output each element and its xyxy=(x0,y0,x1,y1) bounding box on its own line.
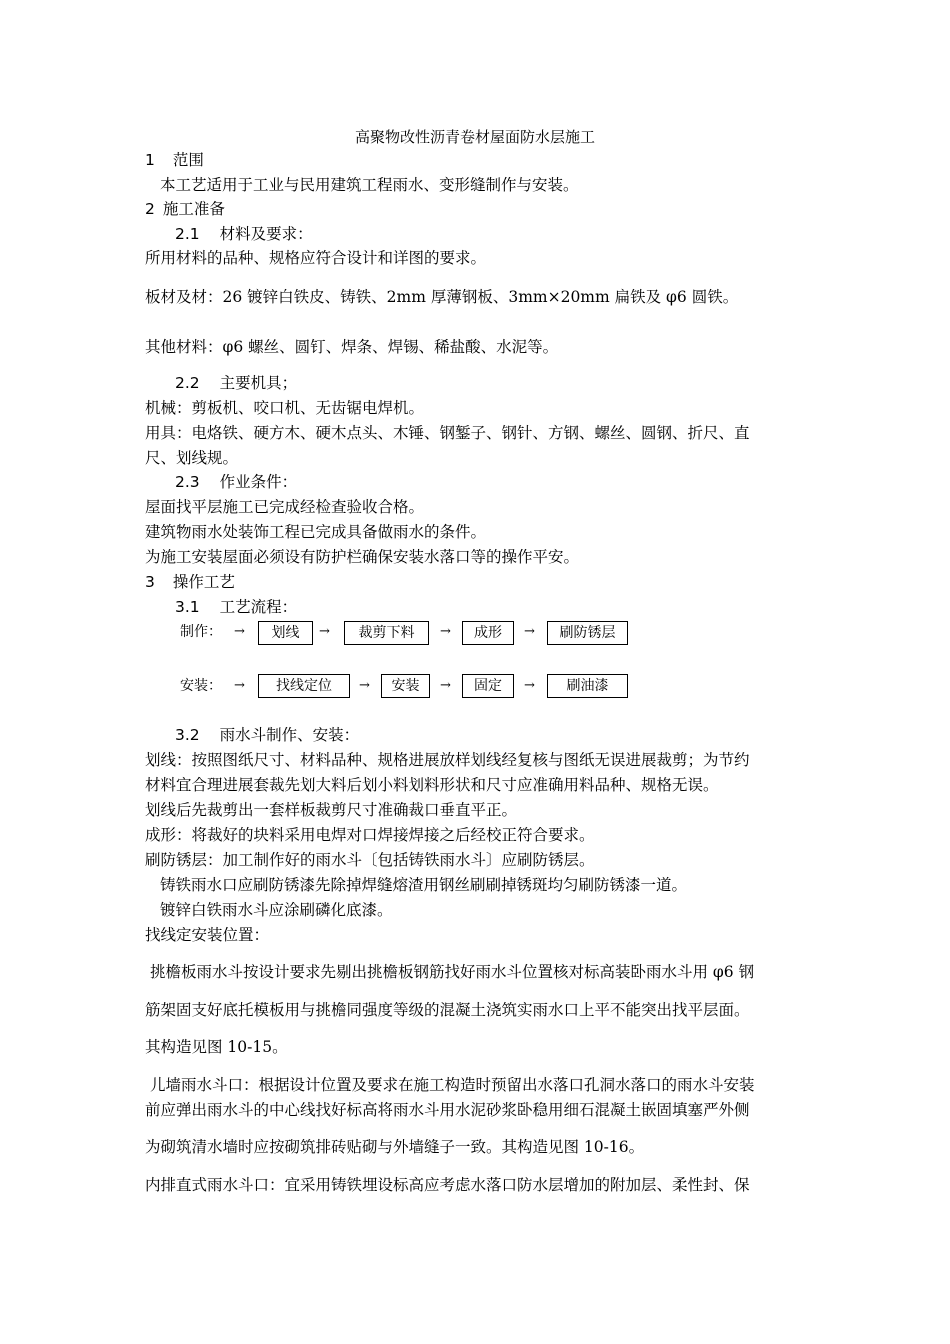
subsection-number: 3.1 xyxy=(175,598,200,616)
flow-make-label: 制作： xyxy=(180,624,222,640)
marking-line-2: 材料宜合理进展套裁先划大料后划小料划料形状和尺寸应准确用料品种、规格无误。 xyxy=(145,776,719,794)
flow-step-fix: 固定 xyxy=(462,674,514,698)
locate-position: 找线定安装位置： xyxy=(145,926,270,944)
other-materials: 其他材料：φ6 螺丝、圆钉、焊条、焊锡、稀盐酸、水泥等。 xyxy=(145,338,559,356)
flow-install-label: 安装： xyxy=(180,678,222,694)
subsection-3-1-heading xyxy=(175,597,297,617)
section-number: 3 xyxy=(145,573,155,591)
antirust-layer: 刷防锈层：加工制作好的雨水斗〔包括铸铁雨水斗〕应刷防锈层。 xyxy=(145,851,595,869)
arrow-icon: → xyxy=(234,624,245,639)
eave-line-1: 挑檐板雨水斗按设计要求先剔出挑檐板钢筋找好雨水斗位置核对标高装卧雨水斗用 φ6 钢 xyxy=(150,963,755,981)
flow-step-form: 成形 xyxy=(462,621,514,645)
arrow-icon: → xyxy=(319,624,330,639)
subsection-number: 3.2 xyxy=(175,726,200,744)
eave-line-3: 其构造见图 10-15。 xyxy=(145,1038,288,1056)
inner-drain-line-1: 内排直式雨水斗口：宜采用铸铁埋设标高应考虑水落口防水层增加的附加层、柔性封、保 xyxy=(145,1176,750,1194)
flow-step-install: 安装 xyxy=(381,674,430,698)
tools-line-2: 尺、划线规。 xyxy=(145,449,239,467)
subsection-title: 工艺流程： xyxy=(219,598,298,616)
antirust-cast-iron: 铸铁雨水口应刷防锈漆先除掉焊缝熔渣用钢丝刷刷掉锈斑均匀刷防锈漆一道。 xyxy=(160,876,688,894)
section-3-heading xyxy=(145,572,235,592)
subsection-2-3-heading xyxy=(175,472,297,492)
marking-line-1: 划线：按照图纸尺寸、材料品种、规格进展放样划线经复核与图纸无误进展裁剪；为节约 xyxy=(145,751,750,769)
machinery: 机械：剪板机、咬口机、无齿锯电焊机。 xyxy=(145,399,425,417)
antirust-galvanized: 镀锌白铁雨水斗应涂刷磷化底漆。 xyxy=(160,901,393,919)
section-1-heading xyxy=(145,150,204,170)
forming: 成形：将裁好的块料采用电焊对口焊接焊接之后经校正符合要求。 xyxy=(145,826,595,844)
section-2-heading xyxy=(145,199,225,219)
arrow-icon: → xyxy=(234,678,245,693)
section-title: 操作工艺 xyxy=(172,573,235,591)
subsection-title: 主要机具； xyxy=(219,374,298,392)
flow-step-mark: 划线 xyxy=(258,621,313,645)
plate-materials: 板材及材：26 镀锌白铁皮、铸铁、2mm 厚薄钢板、3mm×20mm 扁铁及 φ6 圆铁。 xyxy=(145,288,739,306)
subsection-3-2-heading xyxy=(175,725,359,745)
flow-step-paint: 刷油漆 xyxy=(547,674,628,698)
flow-step-antirust: 刷防锈层 xyxy=(547,621,628,645)
arrow-icon: → xyxy=(440,678,451,693)
tools-line-1: 用具：电烙铁、硬方木、硬木点头、木锤、钢錾子、钢针、方钢、螺丝、圆钢、折尺、直 xyxy=(145,424,750,442)
document-title: 高聚物改性沥青卷材屋面防水层施工 xyxy=(354,128,595,146)
scope-text: 本工艺适用于工业与民用建筑工程雨水、变形缝制作与安装。 xyxy=(160,176,579,194)
flow-step-cut: 裁剪下料 xyxy=(344,621,429,645)
section-number: 2 xyxy=(145,200,155,218)
subsection-2-2-heading xyxy=(175,373,297,393)
subsection-title: 材料及要求： xyxy=(219,225,313,243)
subsection-number: 2.1 xyxy=(175,225,200,243)
flow-step-locate: 找线定位 xyxy=(258,674,350,698)
subsection-2-1-heading xyxy=(175,224,313,244)
arrow-icon: → xyxy=(524,624,535,639)
arrow-icon: → xyxy=(440,624,451,639)
section-title: 施工准备 xyxy=(162,200,225,218)
marking-line-3: 划线后先裁剪出一套样板裁剪尺寸准确裁口垂直平正。 xyxy=(145,801,518,819)
condition-3: 为施工安装屋面必须设有防护栏确保安装水落口等的操作平安。 xyxy=(145,548,580,566)
condition-2: 建筑物雨水处装饰工程已完成具备做雨水的条件。 xyxy=(145,523,487,541)
subsection-title: 雨水斗制作、安装： xyxy=(219,726,360,744)
arrow-icon: → xyxy=(359,678,370,693)
parapet-line-1: 儿墙雨水斗口：根据设计位置及要求在施工构造时预留出水落口孔洞水落口的雨水斗安装 xyxy=(150,1076,755,1094)
parapet-line-3: 为砌筑清水墙时应按砌筑排砖贴砌与外墙缝子一致。其构造见图 10-16。 xyxy=(145,1138,645,1156)
subsection-number: 2.2 xyxy=(175,374,200,392)
eave-line-2: 筋架固支好底托模板用与挑檐同强度等级的混凝土浇筑实雨水口上平不能突出找平层面。 xyxy=(145,1001,750,1019)
condition-1: 屋面找平层施工已完成经检查验收合格。 xyxy=(145,498,425,516)
parapet-line-2: 前应弹出雨水斗的中心线找好标高将雨水斗用水泥砂浆卧稳用细石混凝土嵌固填塞严外侧 xyxy=(145,1101,750,1119)
section-number: 1 xyxy=(145,151,155,169)
section-title: 范围 xyxy=(172,151,204,169)
materials-requirement: 所用材料的品种、规格应符合设计和详图的要求。 xyxy=(145,249,487,267)
subsection-number: 2.3 xyxy=(175,473,200,491)
subsection-title: 作业条件： xyxy=(219,473,298,491)
arrow-icon: → xyxy=(524,678,535,693)
